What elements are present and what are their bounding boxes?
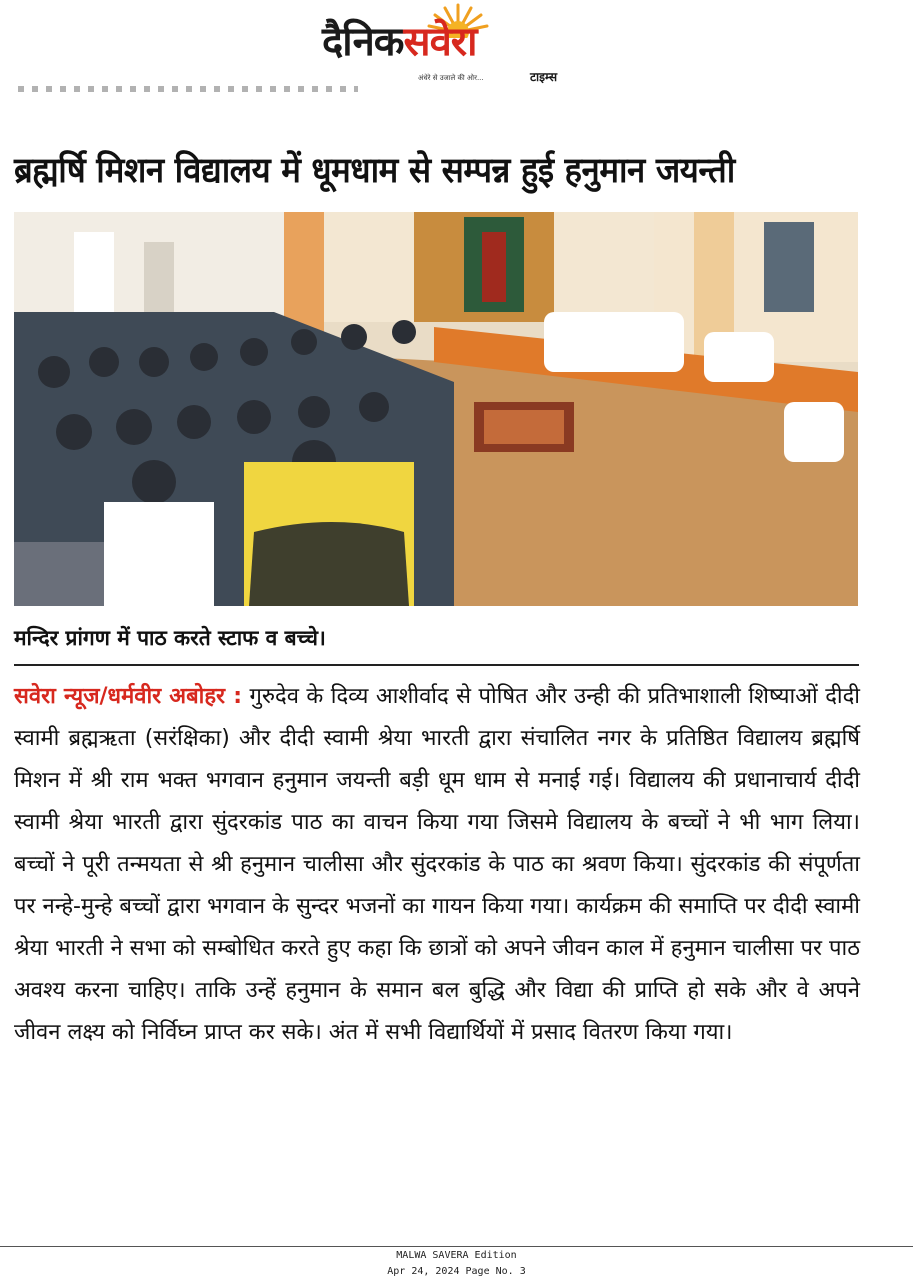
masthead-subtitle: टाइम्स <box>530 70 558 84</box>
masthead-title <box>322 14 477 70</box>
footer-divider <box>0 1246 913 1247</box>
article-dateline: सवेरा न्यूज/धर्मवीर अबोहर : <box>14 684 242 709</box>
footer-edition: MALWA SAVERA Edition <box>396 1250 517 1261</box>
caption-divider <box>14 664 859 666</box>
page-footer <box>0 1248 913 1280</box>
article-photo <box>14 212 858 606</box>
clipped-text-strip <box>18 86 358 92</box>
article-body-text: गुरुदेव के दिव्य आशीर्वाद से पोषित और उन्ही की प्रतिभाशाली शिष्याओं दीदी स्वामी ब्रह्मऋता (सरंक्षिका) और दीदी स्वामी श्रेया भारती द्वारा संचालित नगर के प्रतिष्ठित विद्यालय ब्रह्मर्षि मिशन में श्री राम भक्त भगवान हनुमान जयन्ती बड़ी धूम धाम से मनाई गई। विद्यालय की प्रधानाचार्य दीदी स्वामी श्रेया भारती द्वारा सुंदरकांड पाठ का वाचन किया गया जिसमे विद्यालय के बच्चों ने भी भाग लिया। बच्चों ने पूरी तन्मयता से श्री हनुमान चालीसा और सुंदरकांड के पाठ का श्रवण किया। सुंदरकांड की संपूर्णता पर नन्हे-मुन्हे बच्चों द्वारा भगवान के सुन्दर भजनों का गायन किया गया। कार्यक्रम की समाप्ति पर दीदी स्वामी श्रेया भारती ने सभा को सम्बोधित करते हुए कहा कि छात्रों को अपने जीवन काल में हनुमान चालीसा पर पाठ अवश्य करना चाहिए। ताकि उन्हें हनुमान के समान बल बुद्धि और विद्या की प्राप्ति हो सके और वे अपने जीवन लक्ष्य को निर्विघ्न प्राप्त कर सके। अंत में सभी विद्यार्थियों में प्रसाद वितरण किया गया। <box>14 684 861 1045</box>
masthead-title-part1: दैनिक <box>322 19 404 65</box>
masthead <box>0 0 913 92</box>
photo-caption: मन्दिर प्रांगण में पाठ करते स्टाफ व बच्चे। <box>14 626 326 650</box>
masthead-title-part2: सवेरा <box>403 19 477 65</box>
article-body <box>14 676 860 1054</box>
masthead-tagline: अंधेरे से उजाले की ओर... <box>418 74 484 82</box>
article-headline: ब्रह्मर्षि मिशन विद्यालय में धूमधाम से सम्पन्न हुई हनुमान जयन्ती <box>14 151 735 192</box>
footer-date-page: Apr 24, 2024 Page No. 3 <box>387 1266 526 1277</box>
